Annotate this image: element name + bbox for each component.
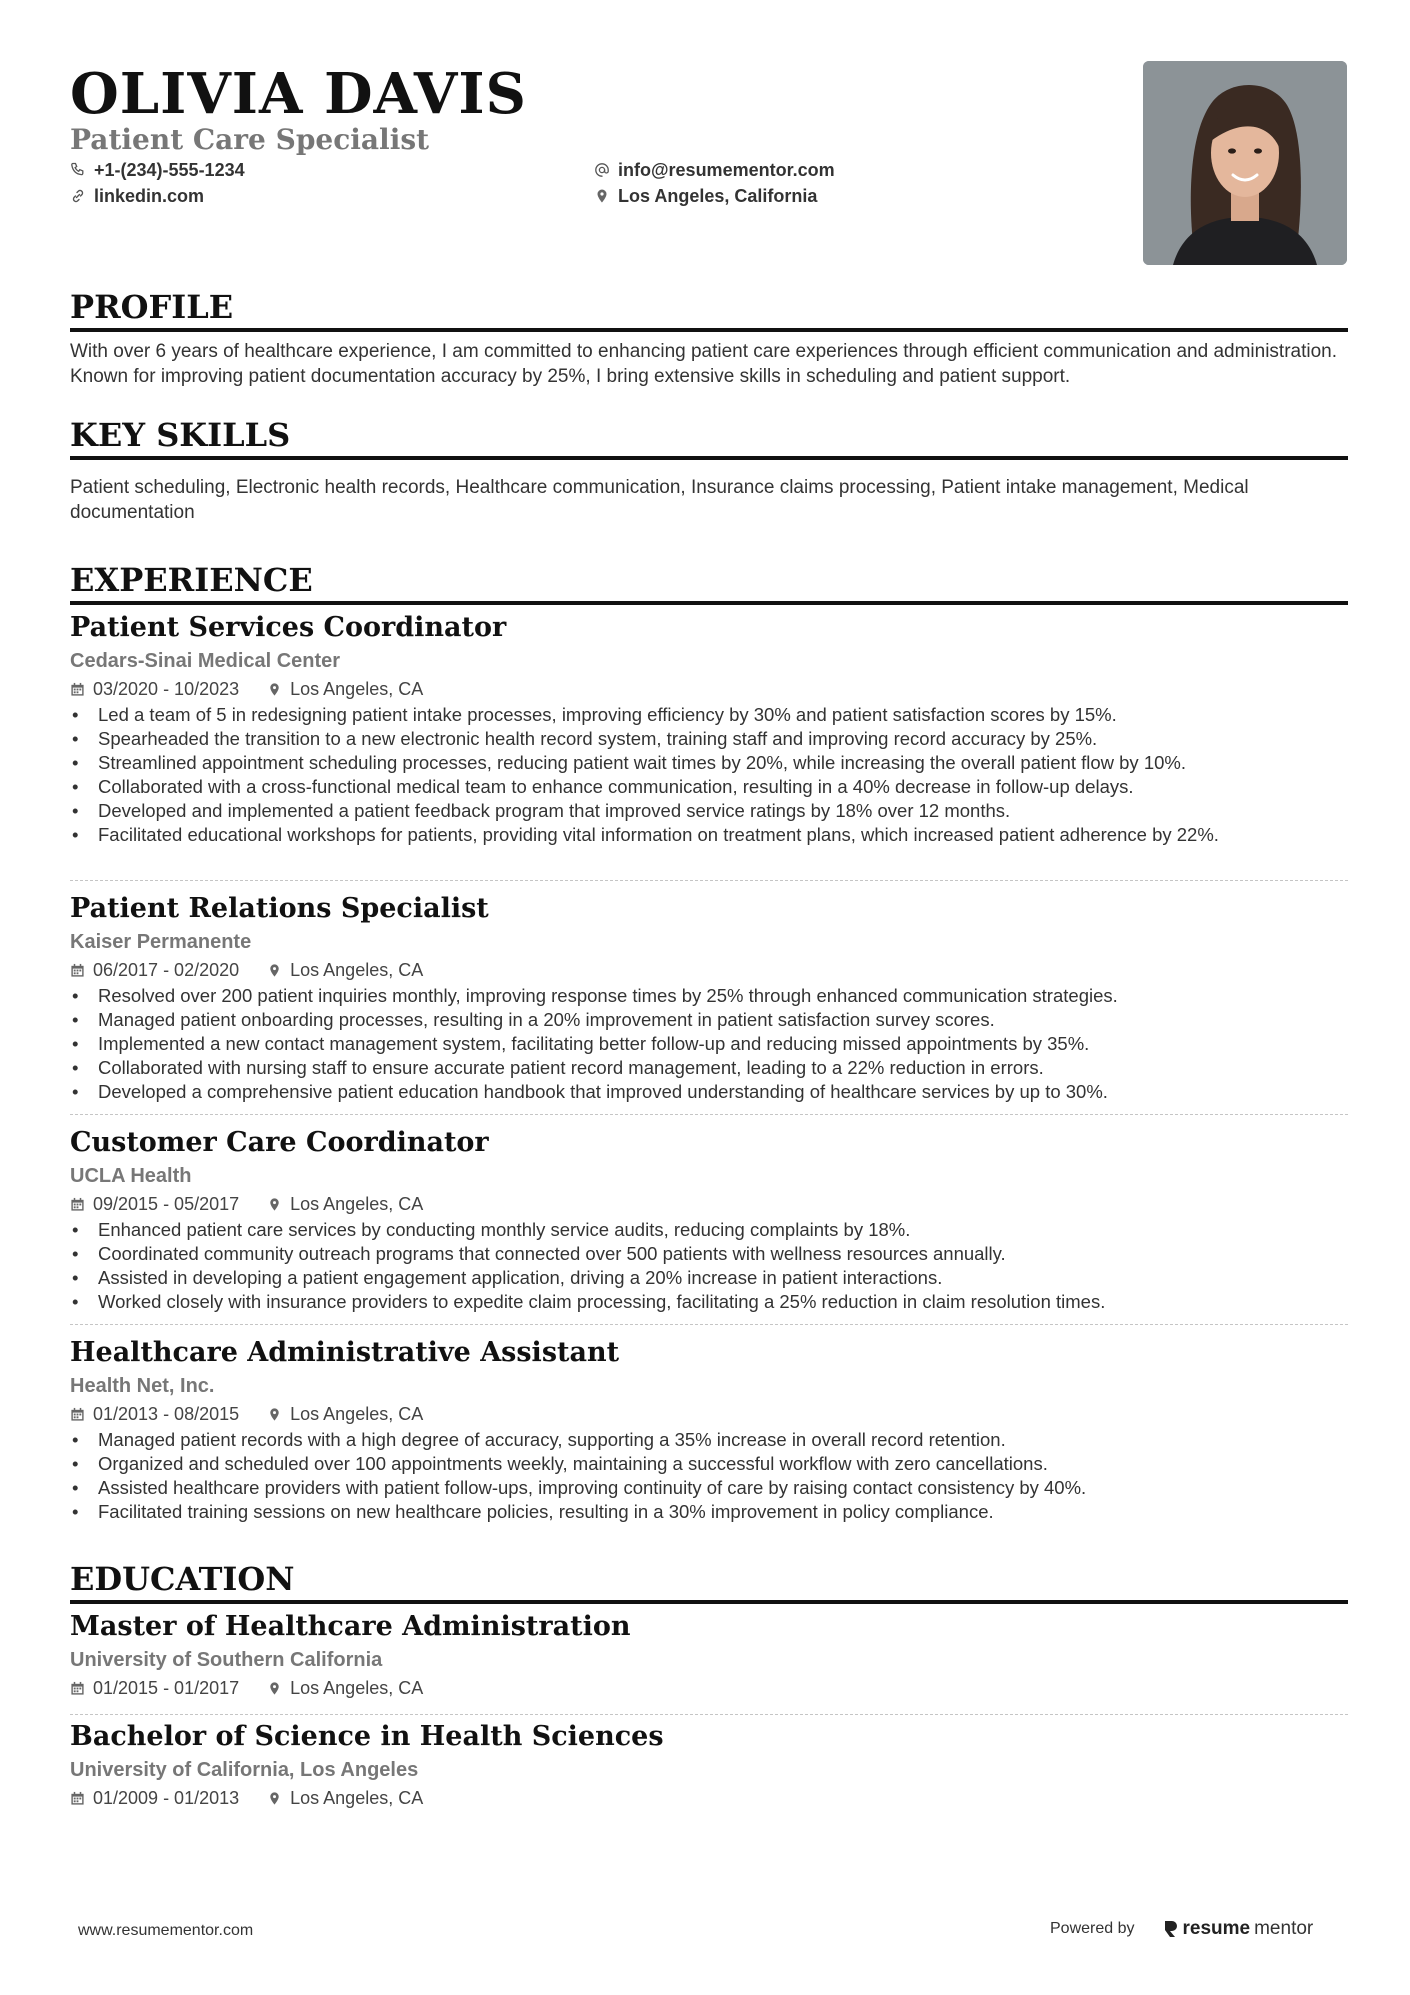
candidate-name: OLIVIA DAVIS [70, 61, 527, 127]
list-item: • Assisted in developing a patient engagement application, driving a 20% increase in patient interactions. [70, 1266, 1348, 1290]
location-text: Los Angeles, California [618, 186, 818, 206]
list-item: • Facilitated educational workshops for patients, providing vital information on treatment plans, which increased patient adherence by 22%. [70, 823, 1348, 847]
job-location-text: Los Angeles, CA [290, 960, 424, 980]
job-dates: 06/2017 - 02/2020 [93, 960, 240, 980]
phone-text: +1-(234)-555-1234 [94, 160, 245, 180]
list-item: • Assisted healthcare providers with patient follow-ups, improving continuity of care by raising contact consistency by 40%. [70, 1476, 1348, 1500]
experience-entry [70, 892, 1348, 1104]
contact-linkedin[interactable] [70, 184, 204, 208]
portrait-image [1143, 61, 1347, 265]
job-location-text: Los Angeles, CA [290, 1194, 424, 1214]
footer-website[interactable]: www.resumementor.com [78, 1922, 254, 1939]
degree-title: Master of Healthcare Administration [70, 1611, 631, 1642]
list-item: • Collaborated with nursing staff to ensure accurate patient record management, leading to a 22% reduction in errors. [70, 1056, 1348, 1080]
brand-bold-text: resume [1182, 1918, 1251, 1939]
job-meta [70, 956, 1348, 984]
experience-entry [70, 1336, 1348, 1524]
footer-branding [1050, 1918, 1313, 1940]
experience-heading: EXPERIENCE [70, 561, 1348, 605]
contact-email[interactable] [594, 158, 835, 182]
job-bullets [70, 1428, 1348, 1524]
job-bullets [70, 703, 1348, 847]
education-dates: 01/2015 - 01/2017 [93, 1678, 240, 1698]
at-sign-icon [594, 162, 610, 178]
location-pin-icon [267, 682, 282, 697]
location-pin-icon [267, 963, 282, 978]
calendar-icon [70, 1407, 85, 1422]
education-heading: EDUCATION [70, 1560, 1348, 1604]
job-location [267, 956, 423, 984]
phone-icon [70, 162, 86, 178]
list-item: • Developed a comprehensive patient education handbook that improved understanding of healthcare services by up to 30%. [70, 1080, 1348, 1104]
job-location-text: Los Angeles, CA [290, 679, 424, 699]
email-text[interactable]: info@resumementor.com [618, 160, 835, 180]
job-title: Patient Relations Specialist [70, 893, 489, 924]
link-icon [70, 188, 86, 204]
degree-title: Bachelor of Science in Health Sciences [70, 1721, 664, 1752]
job-company: Kaiser Permanente [70, 931, 252, 953]
job-title: Customer Care Coordinator [70, 1127, 489, 1158]
education-meta [70, 1784, 1348, 1812]
list-item: • Collaborated with a cross-functional medical team to enhance communication, resulting in a 40% decrease in follow-up delays. [70, 775, 1348, 799]
location-pin-icon [267, 1197, 282, 1212]
location-pin-icon [267, 1681, 282, 1696]
location-pin-icon [267, 1791, 282, 1806]
skills-text: Patient scheduling, Electronic health records, Healthcare communication, Insurance claims processing, Patient intake management, Medical documentation [70, 477, 1249, 523]
job-location [267, 675, 423, 703]
job-location [267, 1400, 423, 1428]
experience-entry [70, 1126, 1348, 1314]
profile-heading: PROFILE [70, 288, 1348, 332]
list-item: • Streamlined appointment scheduling processes, reducing patient wait times by 20%, while increasing the overall patient flow by 10%. [70, 751, 1348, 775]
list-item: • Enhanced patient care services by conducting monthly service audits, reducing complaints by 18%. [70, 1218, 1348, 1242]
list-item: • Managed patient onboarding processes, resulting in a 20% improvement in patient satisfaction survey scores. [70, 1008, 1348, 1032]
calendar-icon [70, 1197, 85, 1212]
job-title: Healthcare Administrative Assistant [70, 1337, 620, 1368]
profile-photo [1143, 61, 1347, 265]
job-dates: 01/2013 - 08/2015 [93, 1404, 240, 1424]
job-company: Cedars-Sinai Medical Center [70, 650, 341, 672]
location-pin-icon [267, 1407, 282, 1422]
education-location-text: Los Angeles, CA [290, 1788, 424, 1808]
experience-entry [70, 611, 1348, 847]
linkedin-text[interactable]: linkedin.com [94, 186, 205, 206]
list-item: • Facilitated training sessions on new healthcare policies, resulting in a 30% improvement in policy compliance. [70, 1500, 1348, 1524]
education-meta [70, 1674, 1348, 1702]
powered-by-label: Powered by [1050, 1920, 1135, 1937]
school-name: University of California, Los Angeles [70, 1759, 419, 1781]
entry-divider [70, 1714, 1348, 1715]
education-location [267, 1784, 423, 1812]
profile-text: With over 6 years of healthcare experience, I am committed to enhancing patient care experiences through efficient communication and administration. Known for improving patient documentation accuracy by 25%, I bring extensive skills in scheduling and patient support. [70, 341, 1337, 387]
job-meta [70, 1190, 1348, 1218]
job-location-text: Los Angeles, CA [290, 1404, 424, 1424]
education-location [267, 1674, 423, 1702]
education-entry [70, 1610, 1348, 1702]
list-item: • Worked closely with insurance providers to expedite claim processing, facilitating a 25% reduction in claim resolution times. [70, 1290, 1348, 1314]
job-meta [70, 675, 1348, 703]
job-meta [70, 1400, 1348, 1428]
job-title: Patient Services Coordinator [70, 612, 507, 643]
calendar-icon [70, 1681, 85, 1696]
education-entry [70, 1720, 1348, 1812]
list-item: • Managed patient records with a high degree of accuracy, supporting a 35% increase in overall record retention. [70, 1428, 1348, 1452]
brand-light-text: mentor [1254, 1918, 1314, 1939]
job-bullets [70, 984, 1348, 1104]
education-dates: 01/2009 - 01/2013 [93, 1788, 240, 1808]
school-name: University of Southern California [70, 1649, 383, 1671]
calendar-icon [70, 682, 85, 697]
list-item: • Implemented a new contact management system, facilitating better follow-up and reducing missed appointments by 35%. [70, 1032, 1348, 1056]
list-item: • Led a team of 5 in redesigning patient intake processes, improving efficiency by 30% and patient satisfaction scores by 15%. [70, 703, 1348, 727]
entry-divider [70, 1324, 1348, 1325]
contact-location [594, 184, 817, 208]
location-pin-icon [594, 188, 610, 204]
job-bullets [70, 1218, 1348, 1314]
list-item: • Developed and implemented a patient feedback program that improved service ratings by 18% over 12 months. [70, 799, 1348, 823]
list-item: • Coordinated community outreach programs that connected over 500 patients with wellness resources annually. [70, 1242, 1348, 1266]
candidate-title: Patient Care Specialist [70, 123, 430, 156]
education-location-text: Los Angeles, CA [290, 1678, 424, 1698]
job-company: Health Net, Inc. [70, 1375, 215, 1397]
list-item: • Spearheaded the transition to a new electronic health record system, training staff and improving record accuracy by 25%. [70, 727, 1348, 751]
entry-divider [70, 880, 1348, 881]
entry-divider [70, 1114, 1348, 1115]
contact-phone [70, 158, 245, 182]
job-dates: 09/2015 - 05/2017 [93, 1194, 240, 1214]
brand-logo[interactable] [1163, 1918, 1314, 1940]
skills-heading: KEY SKILLS [70, 416, 1348, 460]
job-location [267, 1190, 423, 1218]
list-item: • Organized and scheduled over 100 appointments weekly, maintaining a successful workflow with zero cancellations. [70, 1452, 1348, 1476]
list-item: • Resolved over 200 patient inquiries monthly, improving response times by 25% through enhanced communication strategies. [70, 984, 1348, 1008]
job-dates: 03/2020 - 10/2023 [93, 679, 240, 699]
calendar-icon [70, 1791, 85, 1806]
calendar-icon [70, 963, 85, 978]
job-company: UCLA Health [70, 1165, 192, 1187]
resumementor-logo-icon [1163, 1920, 1179, 1938]
